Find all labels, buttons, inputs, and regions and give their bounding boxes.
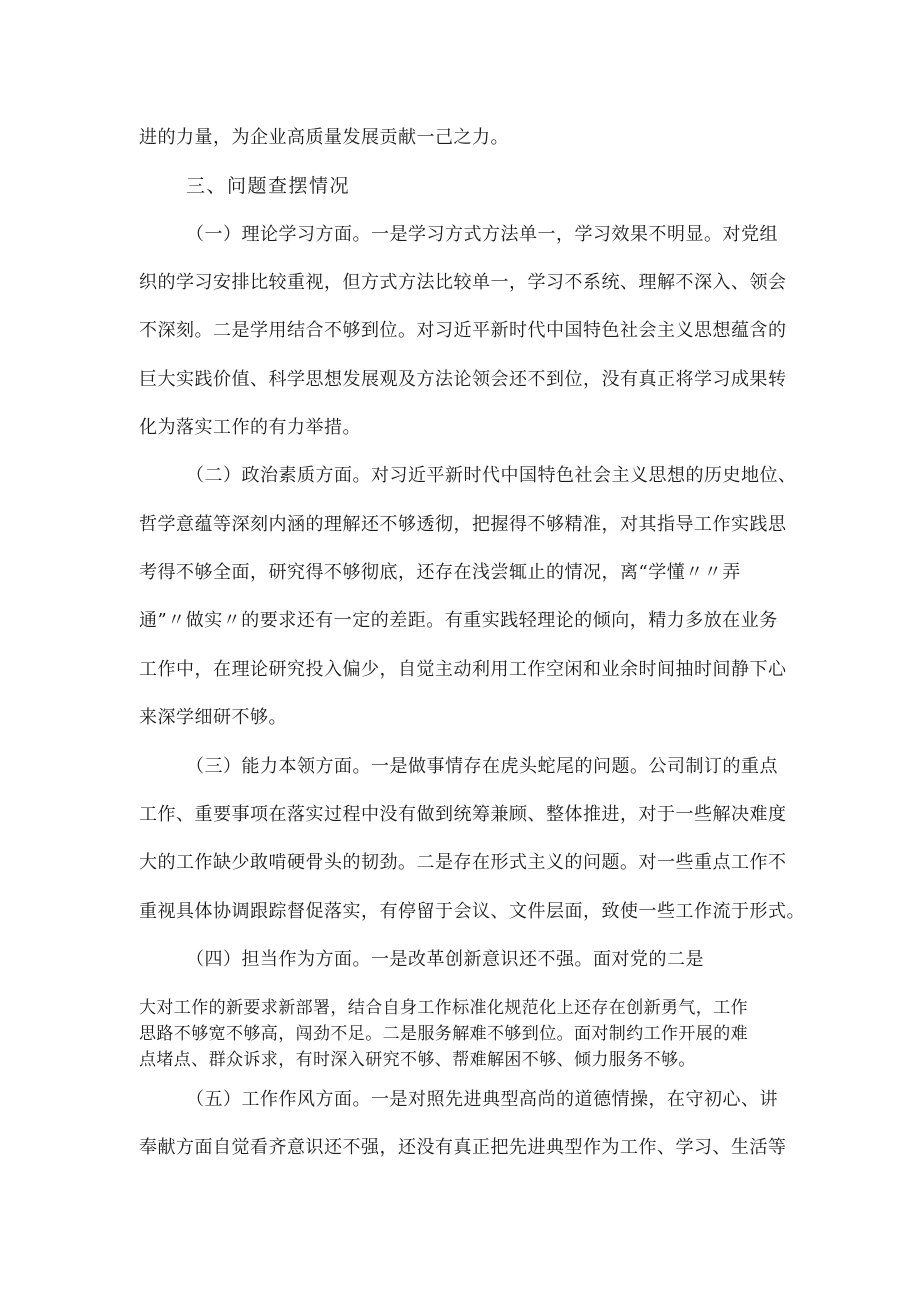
text-line: 工作、重要事项在落实过程中没有做到统筹兼顾、整体推进，对于一些解决难度	[139, 804, 787, 825]
text-line: 巨大实践价值、科学思想发展观及方法论领会还不到位，没有真正将学习成果转	[139, 369, 787, 390]
text-line: 通”〃做实〃的要求还有一定的差距。有重实践轻理论的倾向，精力多放在业务	[139, 610, 778, 631]
text-line: 奉献方面自觉看齐意识还不强，还没有真正把先进典型作为工作、学习、生活等	[139, 1137, 787, 1158]
text-line: 大的工作缺少敢啃硬骨头的韧劲。二是存在形式主义的问题。对一些重点工作不	[139, 852, 787, 873]
text-line: 织的学习安排比较重视，但方式方法比较单一，学习不系统、理解不深入、领会	[139, 272, 787, 293]
text-line: 哲学意蕴等深刻内涵的理解还不够透彻，把握得不够精准，对其指导工作实践思	[139, 514, 787, 535]
text-line: （四）担当作为方面。一是改革创新意识还不强。面对党的二是	[186, 949, 704, 970]
text-line: 不深刻。二是学用结合不够到位。对习近平新时代中国特色社会主义思想蕴含的	[139, 320, 787, 341]
text-line: （三）能力本领方面。一是做事情存在虎头蛇尾的问题。公司制订的重点	[186, 756, 778, 777]
text-line: 来深学细研不够。	[139, 707, 287, 728]
text-line: 重视具体协调跟踪督促落实，有停留于会议、文件层面，致使一些工作流于形式。	[139, 901, 805, 922]
text-line: 点堵点、群众诉求，有时深入研究不够、帮难解困不够、倾力服务不够。	[139, 1050, 696, 1070]
section-heading: 三、问题查摆情况	[186, 175, 351, 197]
text-line: （一）理论学习方面。一是学习方式方法单一，学习效果不明显。对党组	[186, 224, 778, 245]
text-line: （五）工作作风方面。一是对照先进典型高尚的道德情操，在守初心、讲	[186, 1089, 778, 1110]
text-line: 工作中，在理论研究投入偏少，自觉主动利用工作空闲和业余时间抽时间静下心	[139, 659, 787, 680]
text-line: 考得不够全面，研究得不够彻底，还存在浅尝辄止的情况，离“学懂〃〃弄	[139, 562, 741, 583]
text-line: （二）政治素质方面。对习近平新时代中国特色社会主义思想的历史地位、	[186, 465, 797, 486]
text-line: 大对工作的新要求新部署，结合自身工作标准化规范化上还存在创新勇气，工作	[139, 998, 748, 1018]
text-line: 进的力量，为企业高质量发展贡献一己之力。	[139, 127, 509, 148]
text-line: 化为落实工作的有力举措。	[139, 417, 361, 438]
text-line: 思路不够宽不够高，闯劲不足。二是服务解难不够到位。面对制约工作开展的难	[139, 1024, 748, 1044]
